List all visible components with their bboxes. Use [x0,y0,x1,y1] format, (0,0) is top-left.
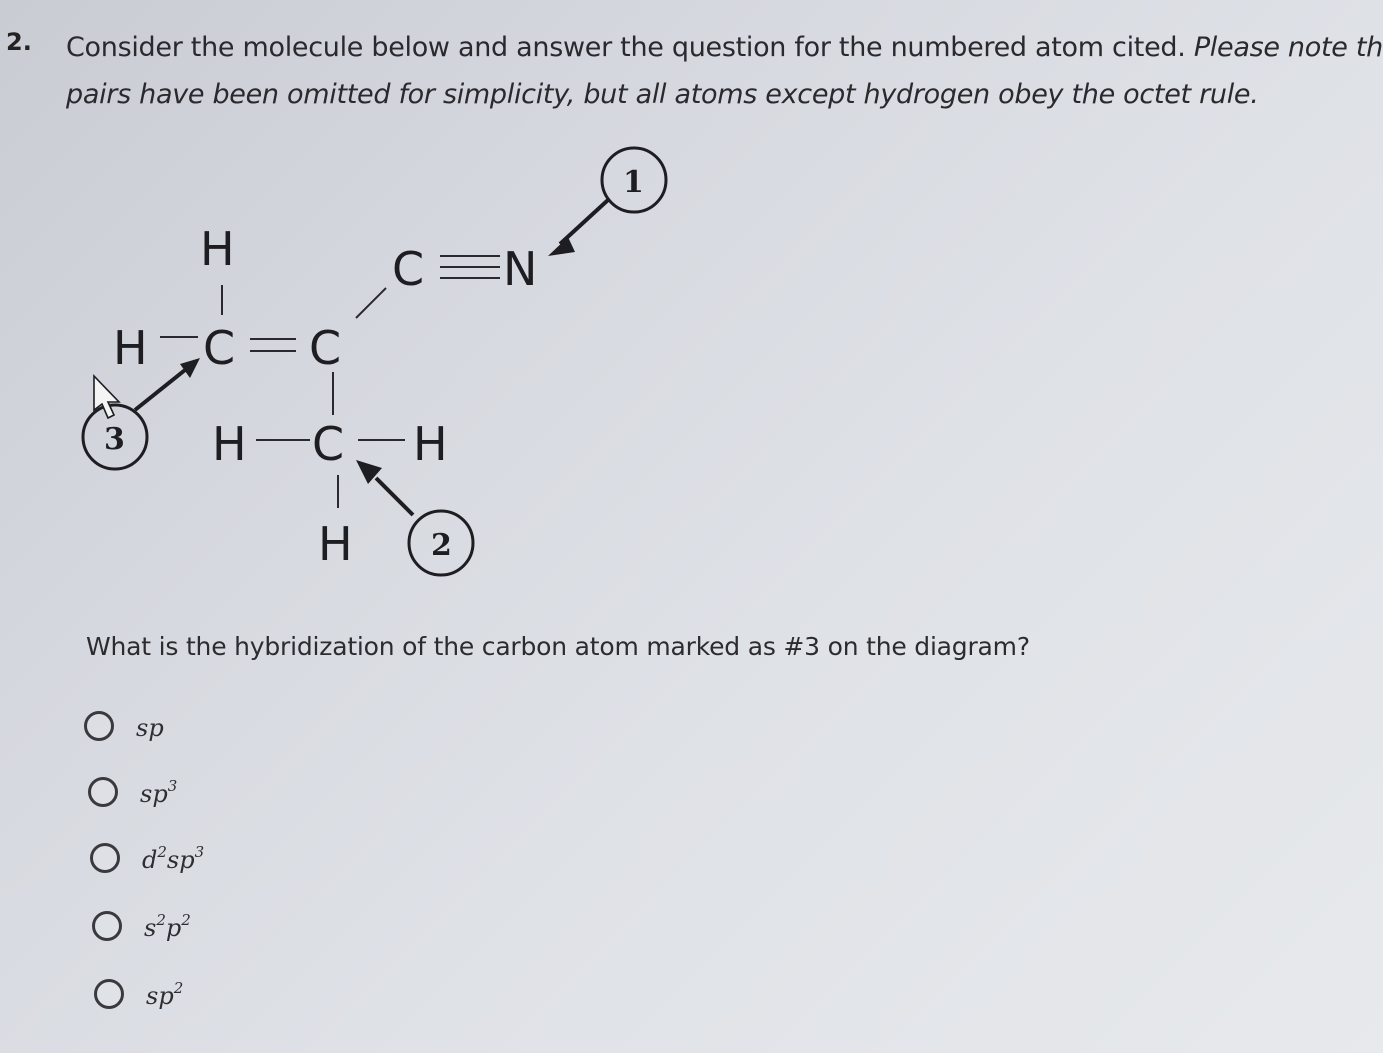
option-base: sp [136,713,164,742]
atom-h-ch3-left: H [212,417,247,471]
marker-1-label: 1 [623,165,644,200]
option-prefix: d [142,845,158,874]
atom-c-nitrile: C [392,242,425,296]
radio-icon[interactable] [94,979,124,1009]
option-sup: 3 [167,776,178,795]
question-number: 2. [6,28,32,56]
question-note-line-2: pairs have been omitted for simplicity, but all atoms except hydrogen obey the octet rule. [66,79,1259,110]
atom-h-top: H [200,222,235,276]
option-s2p2[interactable] [92,904,191,948]
marker-3-arrowhead [180,358,200,378]
question-prompt: What is the hybridization of the carbon atom marked as #3 on the diagram? [86,632,1030,661]
atom-h-ch3-bottom: H [318,517,353,571]
option-sup: 2 [181,910,191,929]
radio-icon[interactable] [88,777,118,807]
option-sup: 3 [194,842,205,861]
option-sp[interactable] [84,704,164,748]
marker-2-arrow-line [376,478,413,515]
option-sp3[interactable] [88,770,177,814]
option-base: p [165,913,182,942]
bond-c-cn [356,288,386,318]
option-prefix-sup: 2 [156,910,166,929]
option-label [146,979,183,1010]
question-main-text: Consider the molecule below and answer the question for the numbered atom cited. [66,32,1186,63]
marker-1 [548,148,666,256]
question-note-start: Please note th [1193,32,1383,63]
marker-3-arrow-line [135,370,185,410]
atom-h-left: H [113,321,148,375]
atom-h-ch3-right: H [413,417,448,471]
option-prefix: s [144,913,157,942]
option-base: sp [140,779,168,808]
marker-2-label: 2 [431,528,452,563]
marker-3-label: 3 [104,422,125,457]
option-label [140,777,177,808]
atom-c-left: C [203,321,236,375]
option-label [142,843,204,874]
radio-icon[interactable] [92,911,122,941]
option-sup: 2 [173,978,184,997]
option-label [136,711,164,742]
atom-c-ch3: C [312,417,345,471]
option-base: sp [146,981,174,1010]
option-label [144,911,191,942]
option-sp2[interactable] [94,972,183,1016]
atom-c-mid: C [309,321,342,375]
molecule-diagram [0,0,700,600]
option-prefix-sup: 2 [157,842,167,861]
marker-2 [356,460,473,575]
marker-1-arrow-line [560,200,608,244]
option-d2sp3[interactable] [90,836,204,880]
radio-icon[interactable] [90,843,120,873]
atom-n-nitrile: N [503,242,538,296]
marker-1-arrowhead [548,237,575,256]
radio-icon[interactable] [84,711,114,741]
option-base: sp [166,845,195,874]
